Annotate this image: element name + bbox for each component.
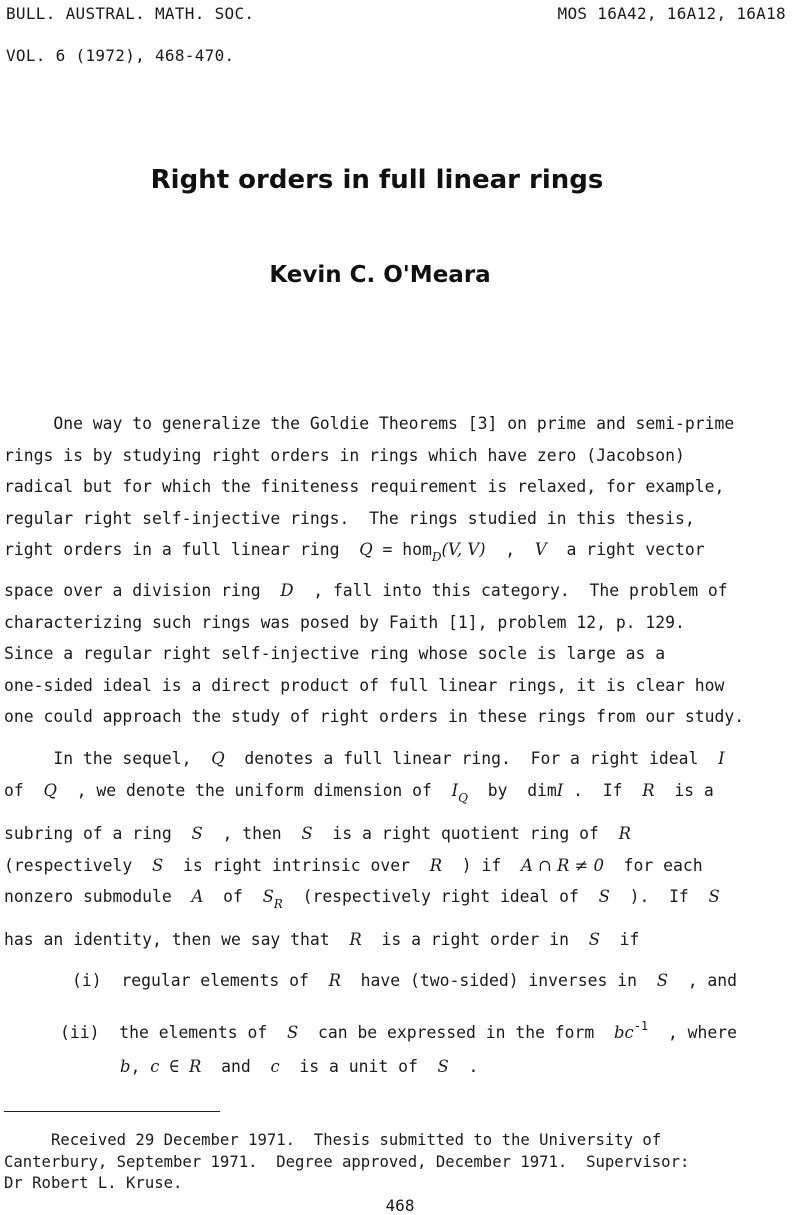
text-line: One way to generalize the Goldie Theorems [3] on prime and semi-prime [4,414,735,433]
msc-classification: MOS 16A42, 16A12, 16A18 [557,4,786,23]
text-line: radical but for which the finiteness requirement is relaxed, for example, [4,477,725,496]
text-line: (respectively S is right intrinsic over R ) if A ∩ R ≠ 0 for each [4,856,703,875]
text-line: subring of a ring S , then S is a right quotient ring of R [4,824,631,843]
journal-name: BULL. AUSTRAL. MATH. SOC. [6,4,255,23]
paper-title: Right orders in full linear rings [150,165,604,195]
volume-info: VOL. 6 (1972), 468-470. [6,46,235,65]
text-line: nonzero submodule A of $S_R$ (respectively right ideal of S ). If S [4,887,720,911]
text-line: of Q , we denote the uniform dimension of $I_Q$ by dimI . If R is a [4,781,714,805]
text-line: has an identity, then we say that R is a right order in S if [4,930,640,949]
text-line: regular right self-injective rings. The rings studied in this thesis, [4,509,695,528]
text-line: right orders in a full linear ring Q = hom$_D$(V, V) , V a right vector [4,540,705,564]
list-item: (i) regular elements of R have (two-sided) inverses in S , and [72,971,738,990]
text-line: one-sided ideal is a direct product of full linear rings, it is clear how [4,676,725,695]
footnote-line: Canterbury, September 1971. Degree approved, December 1971. Supervisor: [4,1153,690,1171]
footnote-divider [4,1111,220,1112]
paper-author: Kevin C. O'Meara [269,262,491,288]
text-line: one could approach the study of right orders in these rings from our study. [4,707,745,726]
text-line: rings is by studying right orders in rings which have zero (Jacobson) [4,446,685,465]
list-item-label: (ii) [60,1023,100,1042]
footnote-line: Received 29 December 1971. Thesis submitted to the University of [4,1131,662,1149]
list-item: (ii) the elements of S can be expressed in the form $bc^{-1}$ , where [60,1019,737,1042]
page-number: 468 [385,1196,415,1215]
list-item-label: (i) [72,971,102,990]
text-line: In the sequel, Q denotes a full linear ring. For a right ideal I [4,749,725,768]
text-line: characterizing such rings was posed by Faith [1], problem 12, p. 129. [4,613,685,632]
text-line: Since a regular right self-injective ring whose socle is large as a [4,644,666,663]
text-line: space over a division ring D , fall into this category. The problem of [4,581,728,600]
list-item-continuation: b, c ∈ R and c is a unit of S . [120,1057,479,1076]
footnote-line: Dr Robert L. Kruse. [4,1174,183,1192]
